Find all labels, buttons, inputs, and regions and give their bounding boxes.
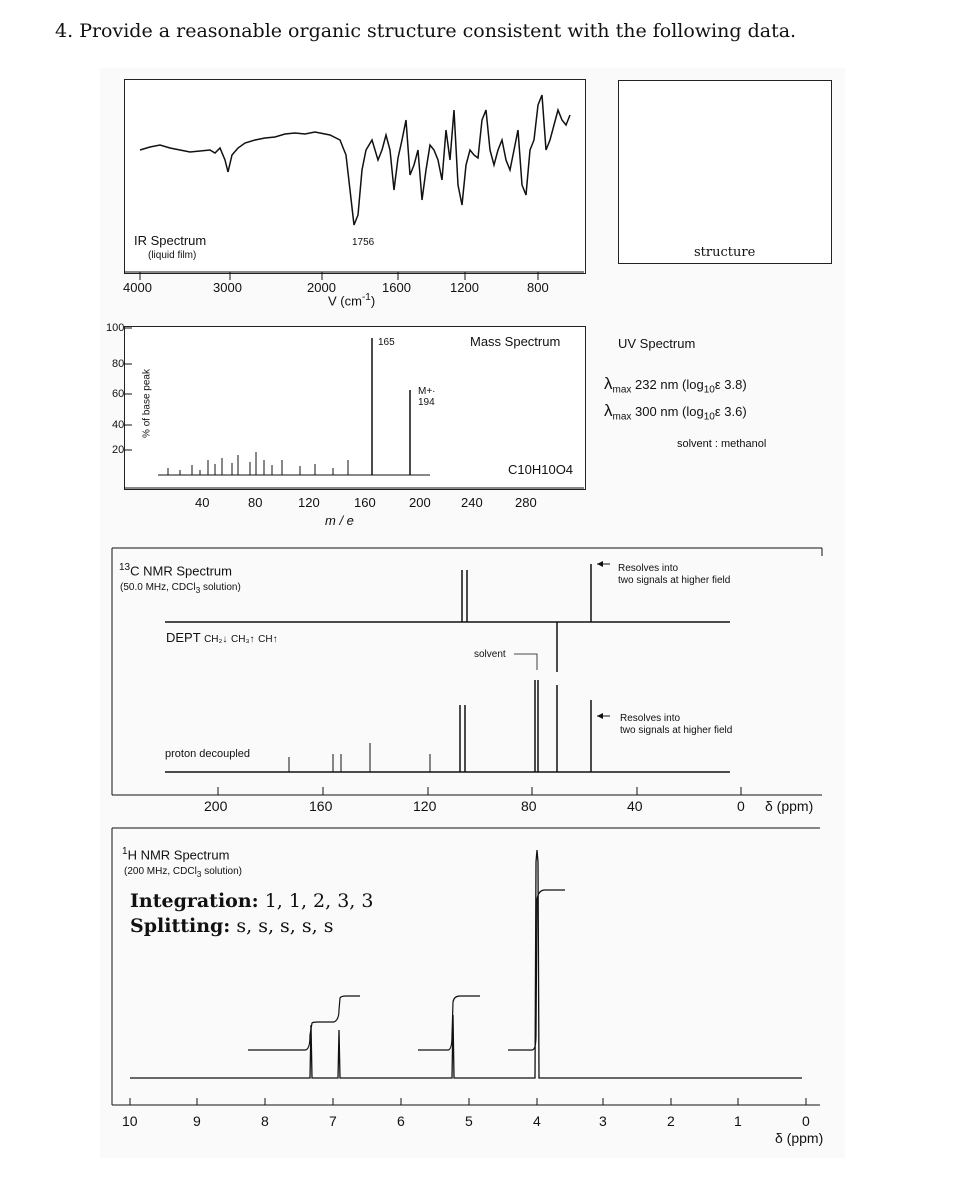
question-text: Provide a reasonable organic structure consistent with the following data. <box>79 20 797 42</box>
c13-solvent-label: solvent <box>474 649 506 660</box>
mass-ylabel: % of base peak <box>141 369 153 438</box>
integration-curve-2 <box>418 996 480 1050</box>
ir-axis-ticks <box>140 272 538 280</box>
mass-ytick-20: 20 <box>112 444 125 456</box>
ir-peak-label: 1756 <box>352 237 375 248</box>
h1-xtick-3: 3 <box>599 1113 607 1129</box>
c13-xtick-0: 0 <box>737 798 745 814</box>
mass-xtick-200: 200 <box>409 495 431 510</box>
mass-xtick-80: 80 <box>248 495 263 510</box>
proton-decoupled-label: proton decoupled <box>165 748 251 760</box>
h1-nmr-plot <box>0 820 970 1120</box>
h1-subtitle: (200 MHz, CDCl$_3$ solution) <box>124 866 243 879</box>
ir-trace <box>140 95 570 225</box>
mass-xtick-280: 280 <box>515 495 537 510</box>
ir-tick-3000: 3000 <box>213 280 242 295</box>
mass-ytick-40: 40 <box>112 419 125 431</box>
c13-xtick-80: 80 <box>521 798 537 814</box>
mass-peak-165: 165 <box>378 337 395 348</box>
h1-xtick-2: 2 <box>667 1113 675 1129</box>
uv-line-1: $\lambda_{max}$ 232 nm ($\log_{10}\varepsilon$ 3.8) <box>604 374 747 396</box>
structure-answer-box[interactable] <box>618 80 832 264</box>
c13-resolve-note-2a: Resolves into <box>620 713 681 724</box>
mass-molecular-ion-mass: 194 <box>418 397 435 408</box>
mass-xtick-120: 120 <box>298 495 320 510</box>
mass-ytick-60: 60 <box>112 388 125 400</box>
h1-xtick-1: 1 <box>734 1113 742 1129</box>
h1-spectrum-trace <box>130 850 802 1078</box>
h1-xtick-10: 10 <box>122 1113 138 1129</box>
question-number: 4. <box>55 20 74 42</box>
ir-axis-label: V $(cm^{-1})$ <box>328 292 376 309</box>
mass-molecular-ion: M+· <box>418 386 436 397</box>
h1-xtick-7: 7 <box>329 1113 337 1129</box>
mass-y-ticks <box>124 328 132 450</box>
h1-xtick-6: 6 <box>397 1113 405 1129</box>
ir-tick-1600: 1600 <box>382 280 411 295</box>
h1-xtick-9: 9 <box>193 1113 201 1129</box>
h1-xtick-4: 4 <box>533 1113 541 1129</box>
h1-xtick-5: 5 <box>465 1113 473 1129</box>
c13-resolve-note-1a: Resolves into <box>618 563 679 574</box>
mass-xtick-240: 240 <box>461 495 483 510</box>
c13-xtick-200: 200 <box>204 798 228 814</box>
c13-resolve-note-1b: two signals at higher field <box>618 575 731 586</box>
mass-formula: C10H10O4 <box>508 462 574 477</box>
mass-xlabel: m / e <box>325 513 354 528</box>
c13-xtick-40: 40 <box>627 798 643 814</box>
dept-label: DEPT CH₂↓ CH₃↑ CH↑ <box>166 630 278 645</box>
mass-xtick-40: 40 <box>195 495 210 510</box>
h1-xlabel: δ (ppm) <box>775 1130 824 1146</box>
integration-curve-1 <box>248 996 360 1050</box>
mass-xtick-160: 160 <box>354 495 376 510</box>
c13-subtitle: (50.0 MHz, CDCl$_3$ solution) <box>120 582 241 595</box>
ir-tick-2000: 2000 <box>307 280 336 295</box>
mass-ytick-80: 80 <box>112 358 125 370</box>
h1-xtick-8: 8 <box>261 1113 269 1129</box>
ir-subtitle: (liquid film) <box>148 250 197 261</box>
c13-xlabel: δ (ppm) <box>765 798 814 814</box>
ir-tick-1200: 1200 <box>450 280 479 295</box>
c13-resolve-note-2b: two signals at higher field <box>620 725 733 736</box>
integration-curve-3 <box>508 890 565 1050</box>
uv-title: UV Spectrum <box>618 336 696 351</box>
integration-line: Integration: 1, 1, 2, 3, 3 <box>130 890 374 912</box>
mass-ytick-100: 100 <box>106 322 125 334</box>
uv-line-2: $\lambda_{max}$ 300 nm ($\log_{10}\varepsilon$ 3.6) <box>604 401 747 423</box>
mass-title: Mass Spectrum <box>470 334 561 349</box>
ir-title: IR Spectrum <box>134 233 207 248</box>
ir-tick-4000: 4000 <box>123 280 152 295</box>
c13-xtick-160: 160 <box>309 798 333 814</box>
structure-label: structure <box>694 245 756 260</box>
uv-solvent: solvent : methanol <box>677 438 767 450</box>
splitting-line: Splitting: s, s, s, s, s <box>130 915 334 937</box>
h1-title: $^1$H NMR Spectrum <box>122 846 230 863</box>
c13-title: $^{13}$C NMR Spectrum <box>119 562 232 579</box>
c13-xtick-120: 120 <box>413 798 437 814</box>
h1-xtick-0: 0 <box>802 1113 810 1129</box>
mass-peaks <box>158 338 430 475</box>
ir-tick-800: 800 <box>527 280 549 295</box>
